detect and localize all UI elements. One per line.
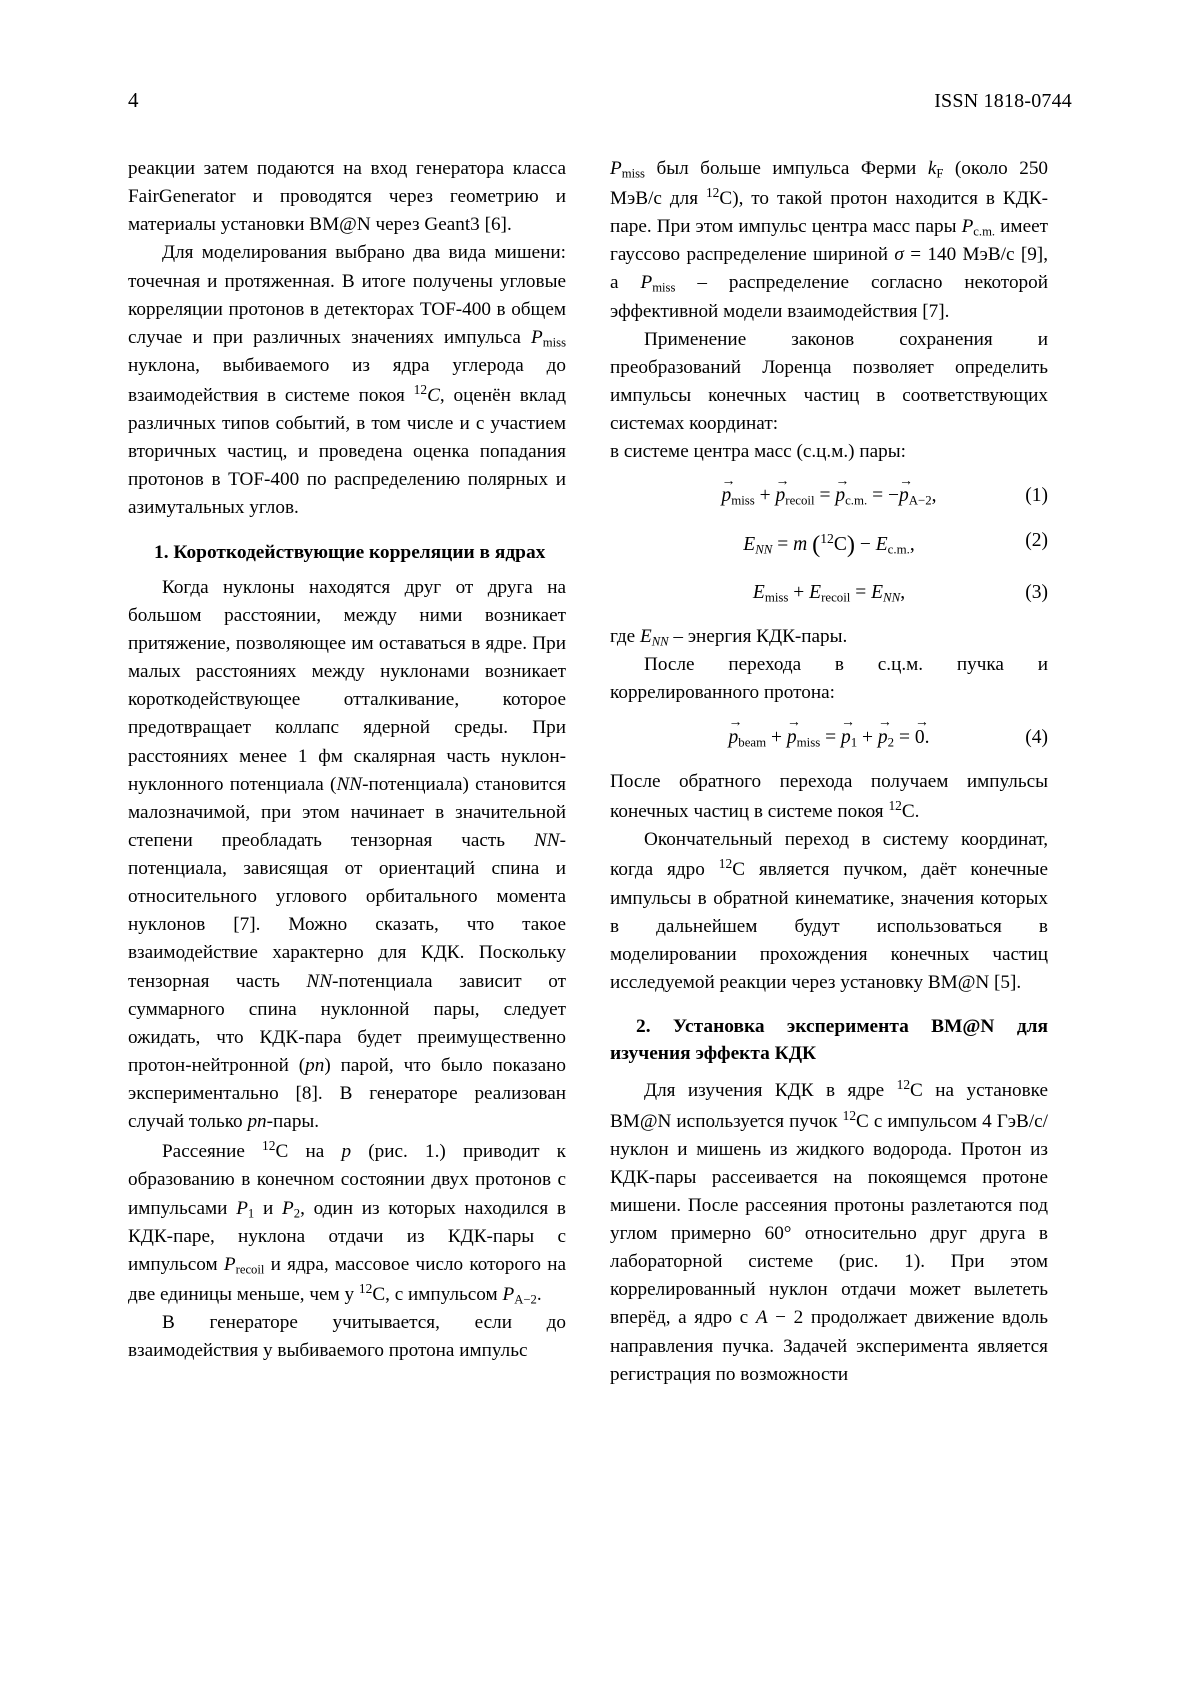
equation-number: (3): [1025, 581, 1048, 603]
equation-3: $E_{miss} + E_{recoil} = E_{NN}$, (3): [610, 579, 1048, 608]
right-column: [610, 155, 1048, 1389]
equation-number: (1): [1025, 485, 1048, 507]
paragraph: Для моделирования выбрано два вида мишени: точечная и протяженная. В итоге получены угловые корреляции протонов в детекторах TOF-400 в общем случае и при различных значениях импульса $P_{miss}$ нуклона, выбиваемого из ядра углерода до взаимодействия в системе покоя $^{12}$C, оценён вклад различных типов событий, в том числе и с участием вторичных частиц, и проведена оценка попадания протонов в TOF-400 по распределению полярных и азимутальных углов.: [128, 242, 566, 519]
paragraph: Рассеяние $^{12}$C на p (рис. 1.) приводит к образованию в конечном состоянии двух протонов с импульсами $P_1$ и $P_2$, один из которых находился в КДК-паре, нуклона отдачи из КДК-пары с импульсом $P_{recoil}$ и ядра, массовое число которого на две единицы меньше, чем у $^{12}$C, с импульсом $P_{A-2}$.: [128, 1138, 566, 1307]
two-column-body: [128, 155, 1072, 1389]
paragraph: Для изучения КДК в ядре $^{12}$C на установке BM@N используется пучок $^{12}$C с импульсом 4 ГэВ/с/нуклон и мишень из жидкого водорода. Протон из КДК-пары рассеивается на покоящемся протоне мишени. После рассеяния протоны разлетаются под углом примерно 60° относительно друг друга в лабораторной системе (рис. 1). При этом коррелированный нуклон отдачи может вылететь вперёд, а ядро с A − 2 продолжает движение вдоль направления пучка. Задачей эксперимента является регистрация по возможности: [610, 1077, 1048, 1385]
page-header: [128, 88, 1072, 113]
left-column: [128, 155, 566, 1389]
paragraph: Применение законов сохранения и преобразований Лоренца позволяет определить импульсы конечных частиц в соответствующих системах координат:: [610, 328, 1048, 435]
paragraph: Окончательный переход в систему координат, когда ядро $^{12}$C является пучком, даёт конечные импульсы в обратной кинематике, значения которых в дальнейшем будут использоваться в моделировании прохождения конечных частиц исследуемой реакции через установку BM@N [5].: [610, 829, 1048, 993]
paragraph: где $E_{NN}$ – энергия КДК-пары.: [610, 626, 848, 649]
equation-number: (2): [1025, 529, 1048, 551]
equation-number: (4): [1025, 726, 1048, 748]
paragraph: в системе центра масс (с.ц.м.) пары:: [610, 441, 906, 463]
issn-label: ISSN 1818-0744: [934, 90, 1072, 112]
equation-1: → $p_{miss}$ + → $p_{recoil}$ = → $p_{c.m.}$ = − → $p_{A-2}$, (1): [610, 482, 1048, 511]
section-heading-1: 1. Короткодействующие корреляции в ядрах: [154, 541, 546, 563]
paragraph: В генераторе учитывается, если до взаимодействия у выбиваемого протона импульс: [128, 1311, 566, 1362]
equation-4: → $p_{beam}$ + → $p_{miss}$ = → $p_1$ + → $p_2$ = → 0. (4): [610, 724, 1048, 753]
equation-2: $E_{NN} = m$ $(^{12}C) - E_{c.m.}$, (2): [610, 527, 1048, 563]
paragraph: После обратного перехода получаем импульсы конечных частиц в системе покоя $^{12}$C.: [610, 771, 1048, 823]
paragraph: После перехода в с.ц.м. пучка и коррелированного протона:: [610, 654, 1048, 704]
paragraph: реакции затем подаются на вход генератора класса FairGenerator и проводятся через геометрию и материалы установки BM@N через Geant3 [6].: [128, 158, 566, 236]
page-number: 4: [128, 88, 139, 112]
section-heading-2: 2. Установка эксперимента BM@N для изучения эффекта КДК: [610, 1016, 1048, 1065]
paragraph: Когда нуклоны находятся друг от друга на большом расстоянии, между ними возникает притяжение, позволяющее им оставаться в ядре. При малых расстояниях между нуклонами возникает короткодействующее отталкивание, которое предотвращает коллапс ядерной среды. При расстояниях менее 1 фм скалярная часть нуклон-нуклонного потенциала (NN-потенциала) становится малозначимой, при этом начинает в значительной степени преобладать тензорная часть NN-потенциала, зависящая от ориентаций спина и относительного углового орбитального момента нуклонов [7]. Можно сказать, что такое взаимодействие характерно для КДК. Поскольку тензорная часть NN-потенциала зависит от суммарного спина нуклонной пары, следует ожидать, что КДК-пара будет преимущественно протон-нейтронной (pn) парой, что было показано экспериментально [8]. В генераторе реализован случай только pn-пары.: [128, 576, 566, 1133]
paragraph: $P_{miss}$ был больше импульса Ферми $k_F$ (около 250 МэВ/с для $^{12}$C), то такой протон находится в КДК-паре. При этом импульс центра масс пары $P_{c.m.}$ имеет гауссово распределение шириной σ = 140 МэВ/с [9], а $P_{miss}$ – распределение согласно некоторой эффективной модели взаимодействия [7].: [610, 158, 1049, 322]
